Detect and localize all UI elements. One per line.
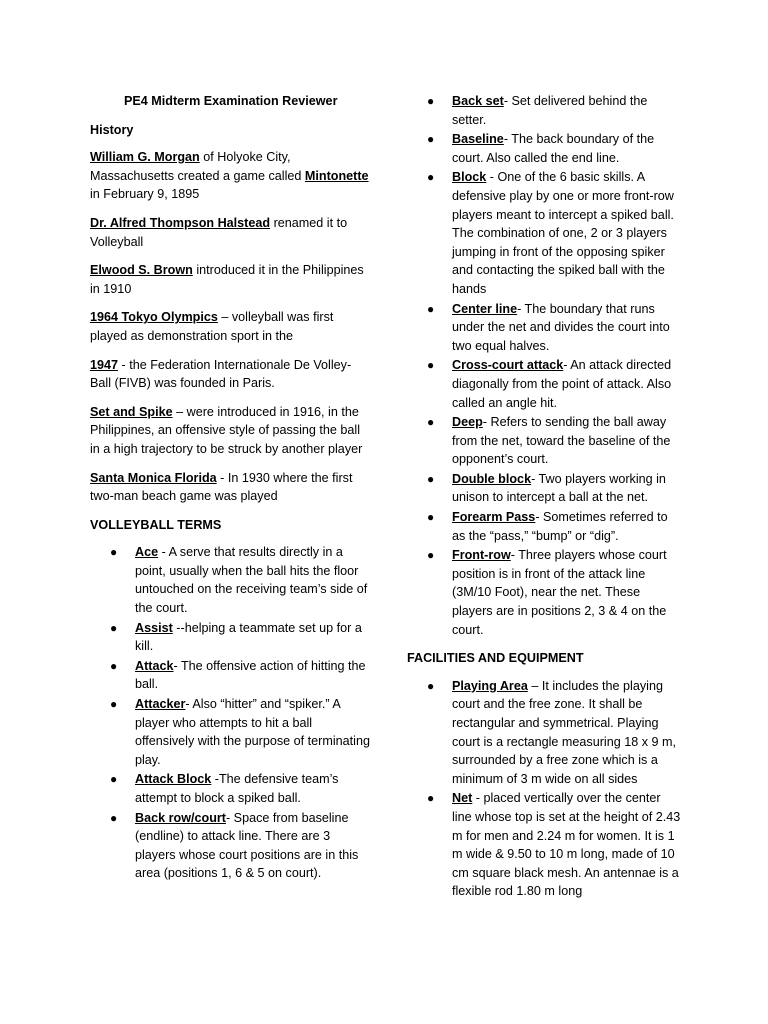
bullet-icon: ●	[427, 678, 435, 693]
bullet-icon: ●	[427, 94, 435, 108]
list-item	[407, 546, 683, 639]
history-text: - In 1930 where the first two-man beach game was played	[90, 470, 353, 504]
history-term: 1947	[90, 357, 119, 372]
term-definition: - An attack directed diagonally from the point of attack. Also called an angle hit.	[452, 358, 672, 410]
facilities-heading: FACILITIES AND EQUIPMENT	[407, 651, 584, 666]
list-item	[407, 300, 683, 356]
history-heading: History	[90, 122, 134, 137]
term-name: Attack	[135, 658, 174, 673]
term-name: Double block	[452, 471, 532, 486]
bullet-icon: ●	[427, 510, 435, 525]
term-name: Ace	[135, 545, 159, 560]
list-item	[407, 470, 683, 507]
bullet-icon: ●	[427, 170, 435, 185]
term-name: Back row/court	[135, 810, 226, 825]
term-name: Front-row	[452, 548, 511, 563]
term-name: Center line	[452, 301, 518, 316]
history-term: Dr. Alfred Thompson Halstead	[90, 215, 271, 230]
term-definition: - One of the 6 basic skills. A defensive play by one or more front-row players meant to intercept a spiked ball. The combination of one, 2 or 3 players jumping in front of the opposing spiker and contacting the spiked ball with the hands	[452, 170, 674, 296]
term-definition: – It includes the playing court and the free zone. It shall be rectangular and symmetrical. Playing court is a rectangle measuring 18 x 9 m, surrounded by a free zone which is a minimum of 3 m wide on all sides	[452, 678, 676, 786]
history-text: introduced it in the Philippines in 1910	[90, 263, 364, 296]
term-definition: - Also “hitter” and “spiker.” A player who attempts to hit a ball offensively with the purpose of terminating play.	[135, 697, 370, 767]
bullet-icon: ●	[427, 791, 435, 806]
term-name: Attacker	[135, 697, 186, 712]
term-definition: - Two players working in unison to intercept a ball at the net.	[452, 471, 666, 505]
bullet-icon: ●	[427, 415, 435, 430]
volleyball-terms-list-continued	[407, 92, 683, 639]
history-term: Elwood S. Brown	[90, 263, 193, 278]
bullet-icon: ●	[110, 772, 118, 787]
bullet-icon: ●	[110, 697, 118, 712]
list-item	[407, 130, 683, 167]
volleyball-terms-heading: VOLLEYBALL TERMS	[90, 517, 222, 532]
term-name: Assist	[135, 620, 173, 635]
list-item	[407, 413, 683, 469]
history-term: William G. Morgan	[90, 150, 200, 165]
term-name: Attack Block	[135, 772, 212, 787]
history-text: renamed it to Volleyball	[90, 215, 348, 249]
history-paragraph	[90, 308, 370, 345]
history-paragraph	[90, 214, 370, 251]
term-definition: - Space from baseline (endline) to attack line. There are 3 players whose court positions are in this area (positions 1, 6 & 5 on court).	[135, 810, 359, 881]
list-item	[407, 508, 683, 545]
history-text: in February 9, 1895	[90, 187, 200, 202]
term-name: Net	[452, 791, 473, 806]
history-paragraph	[90, 148, 370, 204]
term-definition: -The defensive team’s attempt to block a spiked ball.	[135, 772, 339, 805]
list-item	[90, 657, 370, 694]
bullet-icon: ●	[110, 658, 118, 673]
bullet-icon: ●	[427, 548, 435, 563]
document-title: PE4 Midterm Examination Reviewer	[124, 94, 338, 108]
history-term: 1964 Tokyo Olympics	[90, 310, 218, 325]
volleyball-terms-list	[90, 543, 370, 883]
history-term: Set and Spike	[90, 404, 173, 419]
list-item	[407, 356, 683, 412]
list-item	[407, 677, 683, 789]
history-term: Santa Monica Florida	[90, 470, 217, 485]
term-name: Back set	[452, 94, 504, 108]
term-name: Forearm Pass	[452, 510, 536, 525]
term-definition: - Set delivered behind the setter.	[452, 94, 648, 127]
term-definition: - The boundary that runs under the net and divides the court into two equal halves.	[452, 301, 670, 353]
term-definition: --helping a teammate set up for a kill.	[135, 620, 362, 654]
bullet-icon: ●	[427, 301, 435, 316]
term-definition: - The back boundary of the court. Also called the end line.	[452, 132, 655, 165]
term-definition: - placed vertically over the center line whose top is set at the height of 2.43 m for men and 2.24 m for women. It is 1 m wide & 9.50 to 10 m long, made of 10 cm square black mesh. An antennae is a flexible rod 1.80 m long	[452, 791, 681, 899]
list-item	[90, 809, 370, 883]
bullet-icon: ●	[110, 810, 118, 825]
term-name: Cross-court attack	[452, 358, 564, 373]
history-text: – were introduced in 1916, in the Philippines, an offensive style of passing the ball in a high trajectory to be struck by another player	[90, 404, 363, 456]
bullet-icon: ●	[427, 358, 435, 373]
list-item	[90, 695, 370, 769]
list-item	[407, 92, 683, 129]
term-name: Baseline	[452, 132, 504, 147]
term-name: Deep	[452, 415, 483, 430]
term-definition: - Refers to sending the ball away from the net, toward the baseline of the opponent’s court.	[452, 415, 671, 467]
term-name: Block	[452, 170, 487, 185]
bullet-icon: ●	[110, 545, 118, 560]
history-paragraph	[90, 261, 370, 298]
right-column	[407, 92, 683, 911]
history-text: – volleyball was first played as demonstration sport in the	[90, 310, 334, 343]
term-definition: - Sometimes referred to as the “pass,” “bump” or “dig”.	[452, 510, 668, 543]
term-name: Playing Area	[452, 678, 528, 693]
facilities-list	[407, 677, 683, 901]
history-text: of Holyoke City, Massachusetts created a game called	[90, 150, 305, 183]
list-item	[407, 789, 683, 901]
term-definition: - The offensive action of hitting the ball.	[135, 658, 366, 692]
list-item	[90, 543, 370, 617]
term-definition: - A serve that results directly in a point, usually when the ball hits the floor untouched on the receiving team’s side of the court.	[135, 545, 368, 616]
history-paragraph	[90, 356, 370, 393]
bullet-icon: ●	[110, 620, 118, 635]
history-text: - the Federation Internationale De Volley-Ball (FIVB) was founded in Paris.	[90, 357, 352, 391]
term-definition: - Three players whose court position is in front of the attack line (3M/10 Foot), near the net. These players are in positions 2, 3 & 4 on the court.	[452, 548, 667, 637]
left-column	[90, 92, 370, 893]
list-item	[90, 619, 370, 656]
list-item	[407, 168, 683, 298]
history-paragraph	[90, 403, 370, 459]
bullet-icon: ●	[427, 471, 435, 486]
history-term: Mintonette	[304, 168, 369, 183]
list-item	[90, 770, 370, 807]
history-paragraph	[90, 469, 370, 506]
bullet-icon: ●	[427, 132, 435, 147]
